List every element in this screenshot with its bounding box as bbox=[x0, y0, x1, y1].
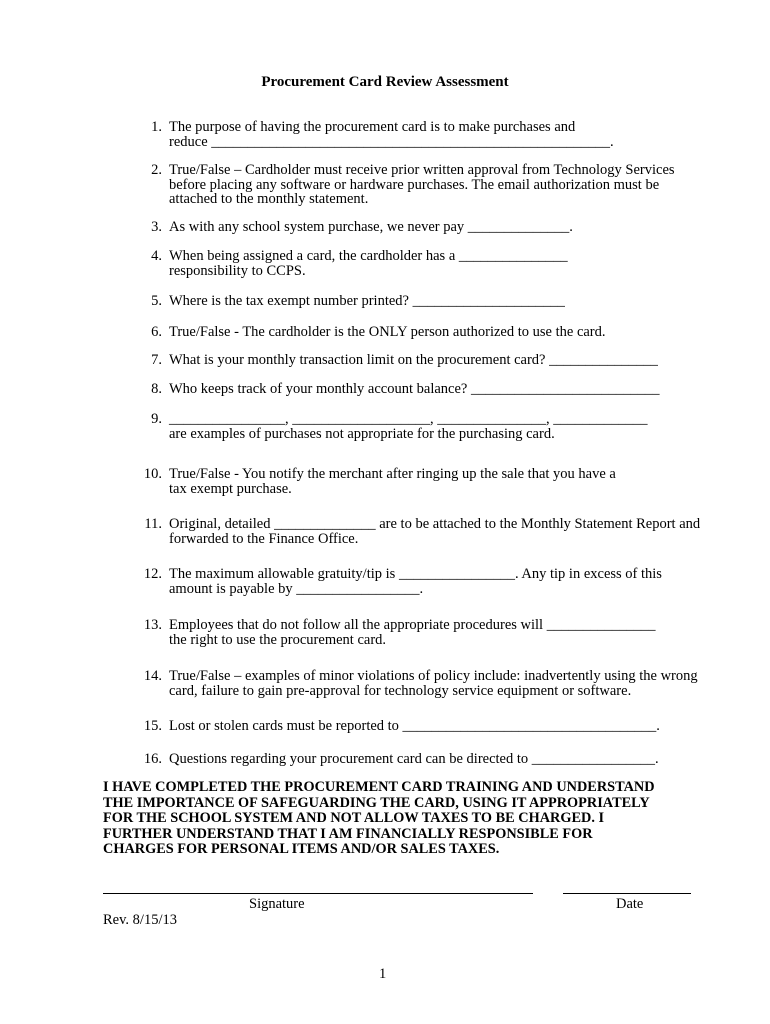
revision-date: Rev. 8/15/13 bbox=[103, 912, 177, 928]
question-text-line: As with any school system purchase, we never pay ______________. bbox=[169, 219, 573, 235]
signature-line[interactable] bbox=[103, 893, 533, 894]
question-number: 16. bbox=[143, 751, 162, 767]
question-number: 11. bbox=[144, 516, 162, 532]
question-text-line: The purpose of having the procurement card is to make purchases and bbox=[169, 119, 576, 135]
question-text-line: amount is payable by _________________. bbox=[169, 580, 424, 597]
certification-statement bbox=[103, 780, 723, 858]
question-text-line: What is your monthly transaction limit on the procurement card? _______________ bbox=[169, 352, 658, 368]
question-number: 6. bbox=[151, 324, 162, 340]
date-label: Date bbox=[616, 896, 644, 912]
question-text-line: tax exempt purchase. bbox=[169, 480, 292, 497]
question-text-line: reduce _______________________________________________________. bbox=[169, 133, 614, 150]
question-number: 12. bbox=[143, 566, 162, 582]
question-text-line: ________________, ___________________, _______________, _____________ bbox=[169, 411, 648, 427]
question-text-line: True/False - You notify the merchant after ringing up the sale that you have a bbox=[169, 466, 616, 482]
question-number: 1. bbox=[151, 119, 162, 135]
question-text-line: Questions regarding your procurement card can be directed to _________________. bbox=[169, 751, 659, 767]
question-text-line: the right to use the procurement card. bbox=[169, 631, 387, 648]
question-text-line: When being assigned a card, the cardholder has a _______________ bbox=[169, 248, 568, 264]
certification-line: FURTHER UNDERSTAND THAT I AM FINANCIALLY RESPONSIBLE FOR bbox=[103, 825, 593, 842]
question-number: 14. bbox=[143, 668, 162, 684]
question-text-line: Original, detailed ______________ are to be attached to the Monthly Statement Report and bbox=[169, 516, 701, 532]
question-number: 13. bbox=[143, 617, 162, 633]
question-text-line: attached to the monthly statement. bbox=[169, 191, 369, 207]
question-text-line: True/False – examples of minor violations of policy include: inadvertently using the wrong bbox=[169, 668, 698, 684]
question-text-line: forwarded to the Finance Office. bbox=[169, 530, 359, 547]
certification-line: CHARGES FOR PERSONAL ITEMS AND/OR SALES TAXES. bbox=[103, 841, 500, 858]
question-number: 5. bbox=[151, 293, 162, 309]
date-line[interactable] bbox=[563, 893, 691, 894]
question-text-line: Employees that do not follow all the appropriate procedures will _______________ bbox=[169, 617, 656, 633]
question-text-line: responsibility to CCPS. bbox=[169, 262, 306, 279]
certification-line: THE IMPORTANCE OF SAFEGUARDING THE CARD, USING IT APPROPRIATELY bbox=[103, 794, 650, 811]
question-number: 10. bbox=[143, 466, 162, 482]
signature-label: Signature bbox=[249, 896, 305, 912]
page-number: 1 bbox=[379, 966, 387, 982]
question-text-line: True/False – Cardholder must receive prior written approval from Technology Services bbox=[169, 162, 675, 178]
page-title: Procurement Card Review Assessment bbox=[261, 74, 509, 90]
question-number: 9. bbox=[151, 411, 162, 427]
question-text-line: True/False - The cardholder is the ONLY person authorized to use the card. bbox=[169, 324, 606, 340]
certification-line: FOR THE SCHOOL SYSTEM AND NOT ALLOW TAXES TO BE CHARGED. I bbox=[103, 810, 605, 827]
question-number: 2. bbox=[151, 162, 162, 178]
question-text-line: are examples of purchases not appropriate for the purchasing card. bbox=[169, 425, 555, 442]
question-number: 7. bbox=[151, 352, 162, 368]
question-text-line: Where is the tax exempt number printed? _____________________ bbox=[169, 293, 565, 309]
question-text-line: before placing any software or hardware purchases. The email authorization must be bbox=[169, 176, 660, 193]
question-text-line: Lost or stolen cards must be reported to ___________________________________. bbox=[169, 718, 660, 734]
question-text-line: card, failure to gain pre-approval for technology service equipment or software. bbox=[169, 682, 632, 699]
question-text-line: The maximum allowable gratuity/tip is ________________. Any tip in excess of this bbox=[169, 566, 662, 582]
question-number: 15. bbox=[143, 718, 162, 734]
question-number: 8. bbox=[151, 381, 162, 397]
certification-line: I HAVE COMPLETED THE PROCUREMENT CARD TRAINING AND UNDERSTAND bbox=[103, 779, 655, 795]
question-text-line: Who keeps track of your monthly account balance? __________________________ bbox=[169, 381, 660, 397]
question-number: 4. bbox=[151, 248, 162, 264]
question-number: 3. bbox=[151, 219, 162, 235]
